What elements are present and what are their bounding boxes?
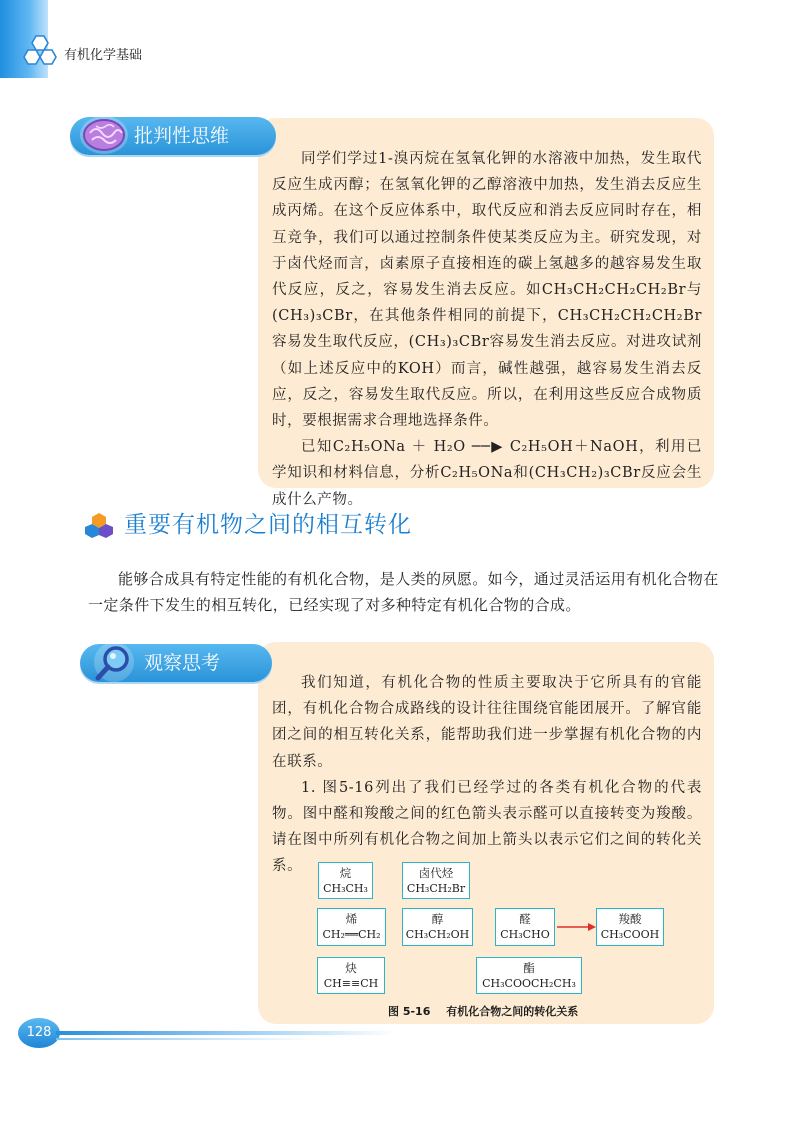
figure-caption-text: 有机化合物之间的转化关系 — [446, 1005, 579, 1018]
node-alkyne-name: 炔 — [345, 961, 357, 975]
node-acid-formula: CH₃COOH — [600, 928, 660, 941]
node-alkene-formula: CH₂══CH₂ — [322, 928, 381, 941]
hexagon-logo-icon — [22, 34, 62, 74]
node-alkane-formula: CH₃CH₃ — [323, 882, 368, 895]
node-alkyne — [317, 957, 385, 994]
brain-icon — [76, 113, 132, 159]
node-aldehyde-name: 醛 — [519, 912, 531, 926]
observe-think-label — [80, 644, 272, 682]
observe-think-text — [272, 670, 702, 880]
observe-think-title: 观察思考 — [144, 652, 221, 674]
node-alkene — [317, 908, 386, 946]
node-alcohol-formula: CH₃CH₂OH — [405, 928, 470, 941]
node-carboxylic-acid — [596, 908, 664, 946]
section-title: 重要有机物之间的相互转化 — [124, 512, 412, 538]
node-haloalkane-formula: CH₃CH₂Br — [406, 882, 466, 895]
footer-line-thin — [56, 1038, 316, 1040]
node-aldehyde-formula: CH₃CHO — [500, 928, 550, 941]
book-title: 有机化学基础 — [64, 48, 143, 63]
node-alkane — [318, 862, 373, 899]
node-ester-name: 酯 — [523, 961, 535, 975]
critical-thinking-label — [70, 117, 276, 155]
critical-thinking-text — [272, 146, 702, 513]
node-alkyne-formula: CH≡≡CH — [323, 977, 379, 990]
node-aldehyde — [495, 908, 555, 946]
node-ester-formula: CH₃COOCH₂CH₃ — [482, 977, 576, 990]
node-alcohol — [402, 908, 473, 946]
observe-paragraph-2: 1. 图5-16列出了我们已经学过的各类有机化合物的代表物。图中醛和羧酸之间的红色箭头表示醛可以直接转变为羧酸。请在图中所列有机化合物之间加上箭头以表示它们之间的转化关系。 — [272, 779, 702, 875]
footer-line — [56, 1031, 396, 1035]
figure-number: 图 5-16 — [388, 1005, 431, 1018]
magnifier-icon — [86, 640, 142, 686]
cubes-icon — [84, 512, 114, 538]
red-arrow-aldehyde-to-acid — [555, 920, 597, 934]
figure-caption — [388, 1003, 578, 1019]
critical-thinking-title: 批判性思维 — [134, 125, 230, 147]
page-number: 128 — [18, 1018, 60, 1048]
node-haloalkane-name: 卤代烃 — [418, 866, 454, 880]
node-alcohol-name: 醇 — [431, 912, 444, 926]
node-haloalkane — [402, 862, 470, 899]
observe-paragraph-1: 我们知道，有机化合物的性质主要取决于它所具有的官能团，有机化合物合成路线的设计往往围绕官能团展开。了解官能团之间的相互转化关系，能帮助我们进一步掌握有机化合物的内在联系。 — [272, 675, 702, 770]
critical-paragraph-1: 同学们学过1-溴丙烷在氢氧化钾的水溶液中加热，发生取代反应生成丙醇；在氢氧化钾的乙醇溶液中加热，发生消去反应生成丙烯。在这个反应体系中，取代反应和消去反应同时存在，相互竞争，我们可以通过控制条件使某类反应为主。研究发现，对于卤代烃而言，卤素原子直接相连的碳上氢越多的越容易发生取代反应，反之，容易发生消去反应。如CH₃CH₂CH₂CH₂Br与(CH₃)₃CBr，在其他条件相同的前提下，CH₃CH₂CH₂CH₂Br容易发生取代反应，(CH₃)₃CBr容易发生消去反应。对进攻试剂（如上述反应中的KOH）而言，碱性越强，越容易发生消去反应，反之，容易发生取代反应。所以，在利用这些反应合成物质时，要根据需求合理地选择条件。 — [272, 151, 702, 430]
node-acid-name: 羧酸 — [618, 912, 642, 926]
node-ester — [476, 957, 582, 994]
node-alkene-name: 烯 — [345, 912, 358, 926]
node-alkane-name: 烷 — [339, 866, 352, 880]
section-paragraph: 能够合成具有特定性能的有机化合物，是人类的夙愿。如今，通过灵活运用有机化合物在一定条件下发生的相互转化，已经实现了对多种特定有机化合物的合成。 — [88, 570, 719, 614]
critical-paragraph-2: 已知C₂H₅ONa ＋ H₂O ──▶ C₂H₅OH＋NaOH，利用已学知识和材料信息，分析C₂H₅ONa和(CH₃CH₂)₃CBr反应会生成什么产物。 — [272, 439, 702, 508]
